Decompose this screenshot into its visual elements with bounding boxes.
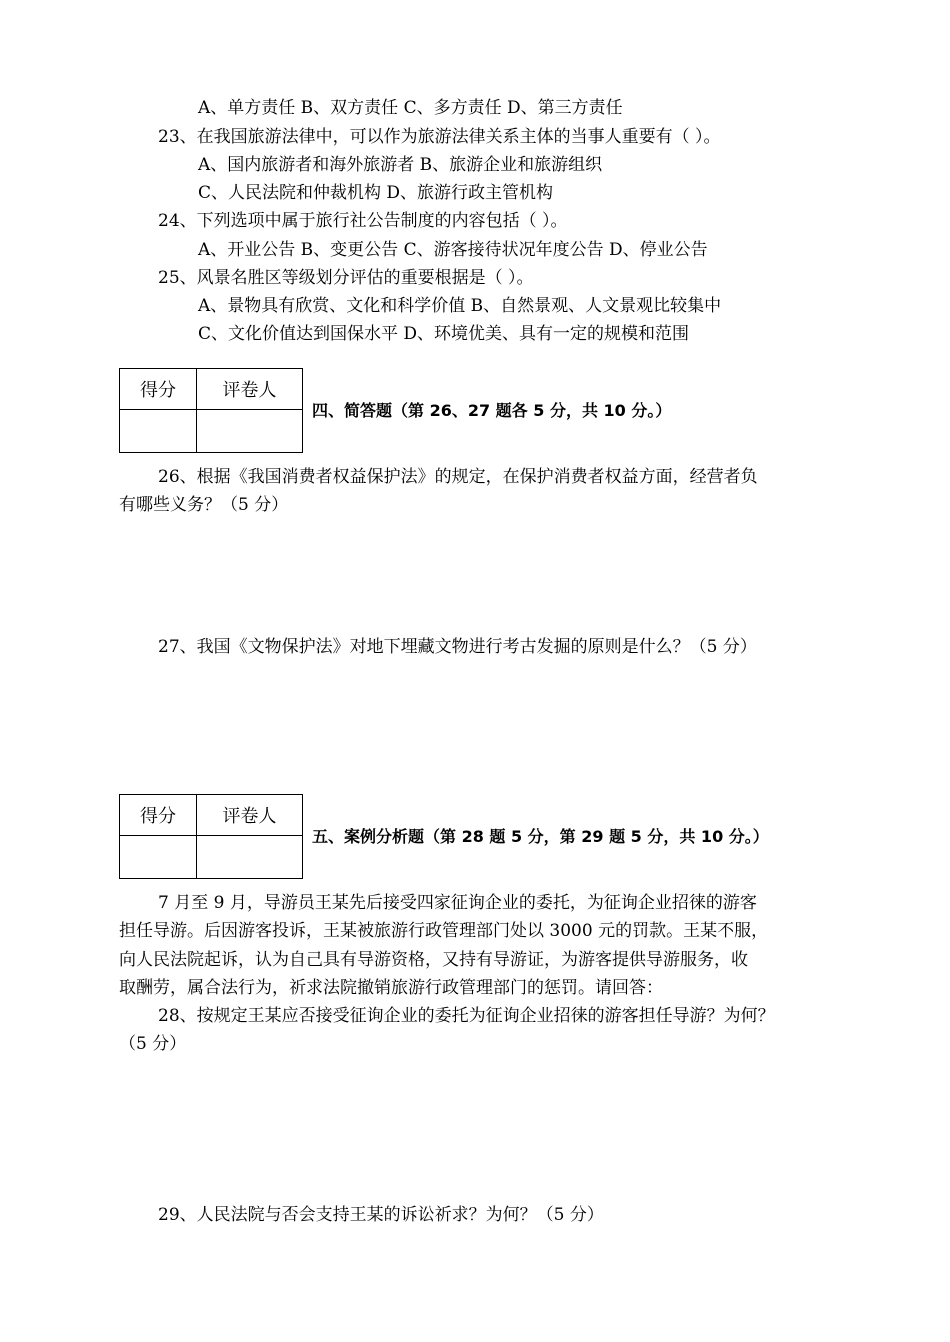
q26-line1: 26、根据《我国消费者权益保护法》的规定，在保护消费者权益方面，经营者负 xyxy=(158,467,758,487)
q28-line1: 28、按规定王某应否接受征询企业的委托为征询企业招徕的游客担任导游？为何？ xyxy=(158,1006,775,1026)
score-label: 得分 xyxy=(120,795,197,836)
q25-options-ab: A、景物具有欣赏、文化和科学价值 B、自然景观、人文景观比较集中 xyxy=(198,296,722,316)
q23-options-cd: C、人民法院和仲裁机构 D、旅游行政主管机构 xyxy=(198,183,554,203)
q26-line2: 有哪些义务？（5 分） xyxy=(119,495,289,515)
score-box-section4 xyxy=(119,368,303,453)
grader-cell xyxy=(197,410,303,453)
q29: 29、人民法院与否会支持王某的诉讼祈求？为何？（5 分） xyxy=(158,1205,604,1225)
case-line3: 向人民法院起诉，认为自己具有导游资格，又持有导游证，为游客提供导游服务，收 xyxy=(119,950,748,970)
q23-stem: 23、在我国旅游法律中，可以作为旅游法律关系主体的当事人重要有（ ）。 xyxy=(158,127,721,147)
case-line2: 担任导游。后因游客投诉，王某被旅游行政管理部门处以 3000 元的罚款。王某不服， xyxy=(119,921,769,941)
q25-stem: 25、风景名胜区等级划分评估的重要根据是（ ）。 xyxy=(158,268,534,288)
q25-options-cd: C、文化价值达到国保水平 D、环境优美、具有一定的规模和范围 xyxy=(198,324,690,344)
case-line4: 取酬劳，属合法行为，祈求法院撤销旅游行政管理部门的惩罚。请回答： xyxy=(119,978,663,998)
q24-options: A、开业公告 B、变更公告 C、游客接待状况年度公告 D、停业公告 xyxy=(198,240,708,260)
grader-label: 评卷人 xyxy=(197,369,303,410)
score-label: 得分 xyxy=(120,369,197,410)
q27: 27、我国《文物保护法》对地下埋藏文物进行考古发掘的原则是什么？（5 分） xyxy=(158,637,757,657)
grader-label: 评卷人 xyxy=(197,795,303,836)
case-line1: 7 月至 9 月，导游员王某先后接受四家征询企业的委托，为征询企业招徕的游客 xyxy=(158,893,757,913)
score-cell xyxy=(120,410,197,453)
q22-options: A、单方责任 B、双方责任 C、多方责任 D、第三方责任 xyxy=(198,98,623,118)
section5-title: 五、案例分析题（第 28 题 5 分，第 29 题 5 分，共 10 分。） xyxy=(312,827,769,846)
section4-title: 四、简答题（第 26、27 题各 5 分，共 10 分。） xyxy=(312,401,672,420)
q28-line2: （5 分） xyxy=(119,1034,187,1054)
grader-cell xyxy=(197,836,303,879)
score-box-section5 xyxy=(119,794,303,879)
score-cell xyxy=(120,836,197,879)
q24-stem: 24、下列选项中属于旅行社公告制度的内容包括（ ）。 xyxy=(158,211,568,231)
q23-options-ab: A、国内旅游者和海外旅游者 B、旅游企业和旅游组织 xyxy=(198,155,603,175)
